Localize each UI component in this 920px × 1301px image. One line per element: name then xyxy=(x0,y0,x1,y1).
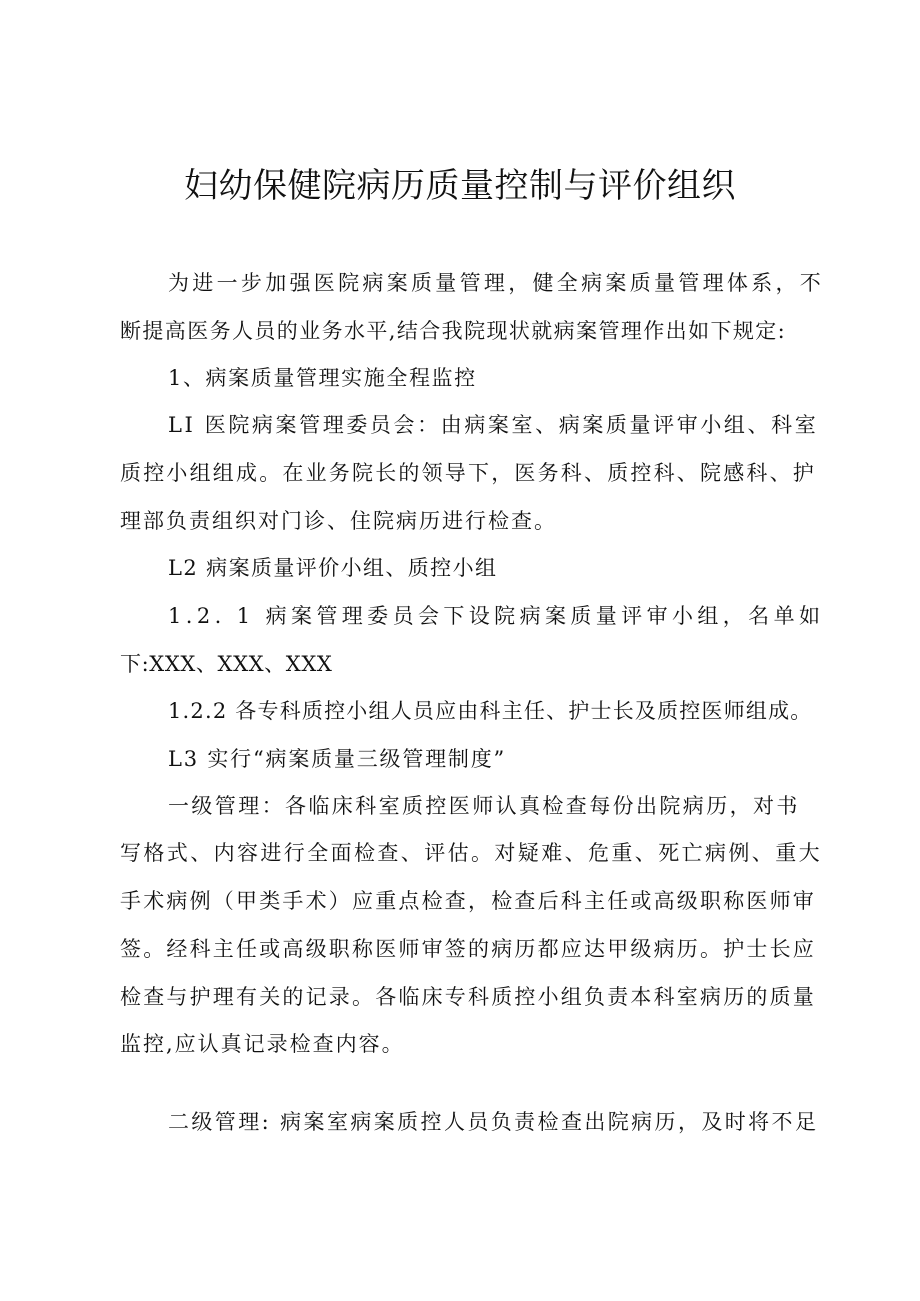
paragraph-line: 一级管理：各临床科室质控医师认真检查每份出院病历，对书 xyxy=(168,794,800,818)
section-heading: L2 病案质量评价小组、质控小组 xyxy=(168,556,498,580)
paragraph-line: 为进一步加强医院病案质量管理，健全病案质量管理体系，不 xyxy=(168,271,825,295)
paragraph-line: LI 医院病案管理委员会：由病案室、病案质量评审小组、科室 xyxy=(168,413,819,437)
paragraph-line: 理部负责组织对门诊、住院病历进行检查。 xyxy=(120,509,557,533)
paragraph-line: 断提高医务人员的业务水平,结合我院现状就病案管理作出如下规定: xyxy=(120,319,787,343)
paragraph-line: 1.2. 1 病案管理委员会下设院病案质量评审小组，名单如 xyxy=(168,604,825,628)
paragraph-line: 写格式、内容进行全面检查、评估。对疑难、危重、死亡病例、重大 xyxy=(120,841,822,865)
paragraph-line: 监控,应认真记录检查内容。 xyxy=(120,1032,405,1056)
paragraph-line: 二级管理: 病案室病案质控人员负责检查出院病历，及时将不足 xyxy=(168,1110,819,1134)
paragraph-line: 质控小组组成。在业务院长的领导下，医务科、质控科、院感科、护 xyxy=(120,461,816,485)
section-heading: L3 实行“病案质量三级管理制度” xyxy=(168,747,507,771)
paragraph-line: 检查与护理有关的记录。各临床专科质控小组负责本科室病历的质量 xyxy=(120,985,816,1009)
paragraph-line: 签。经科主任或高级职称医师审签的病历都应达甲级病历。护士长应 xyxy=(120,937,816,961)
section-heading: 1、病案质量管理实施全程监控 xyxy=(168,366,477,390)
document-title: 妇幼保健院病历质量控制与评价组织 xyxy=(184,166,736,206)
paragraph-line: 手术病例（甲类手术）应重点检查，检查后科主任或高级职称医师审 xyxy=(120,889,816,913)
paragraph-line: 下:XXX、XXX、XXX xyxy=(120,652,333,676)
paragraph-line: 1.2.2 各专科质控小组人员应由科主任、护士长及质控医师组成。 xyxy=(168,699,813,723)
